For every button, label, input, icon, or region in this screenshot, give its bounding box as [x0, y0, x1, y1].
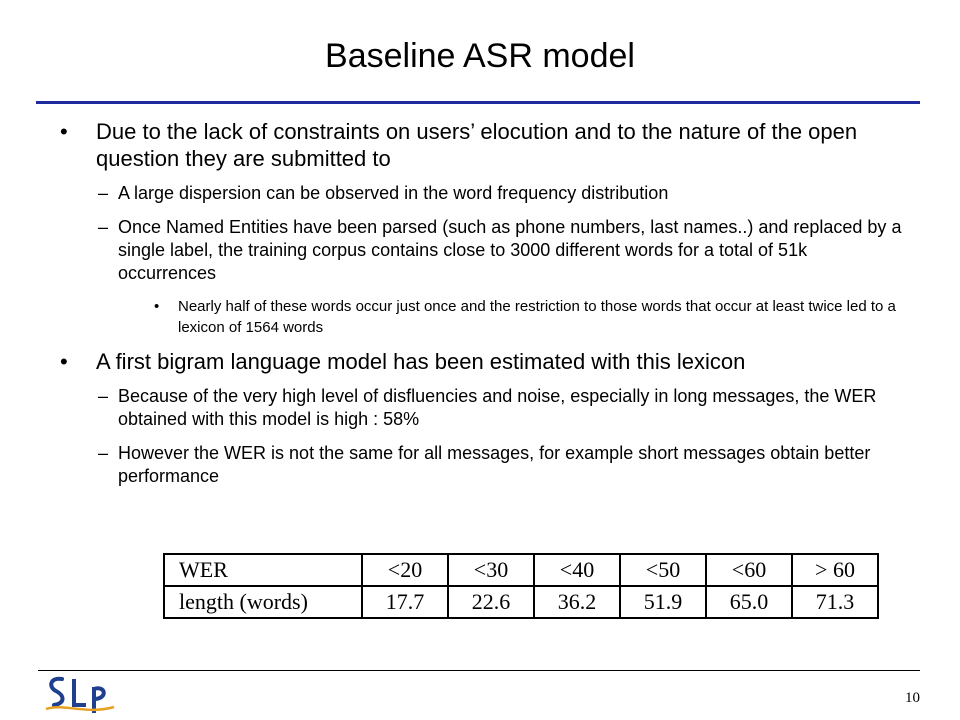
dash-marker: – — [98, 386, 109, 406]
page-number: 10 — [905, 690, 920, 706]
bullet-constraints — [60, 118, 902, 172]
table-cell: 17.7 — [362, 586, 448, 618]
table-cell: <20 — [362, 554, 448, 586]
table-cell: 51.9 — [620, 586, 706, 618]
table-cell: 65.0 — [706, 586, 792, 618]
slide-title: Baseline ASR model — [325, 37, 635, 75]
row-header-wer: WER — [164, 554, 362, 586]
bullet-bigram — [60, 348, 902, 375]
bullet-text: Due to the lack of constraints on users’ elocution and to the nature of the open question they are submitted to — [96, 119, 858, 171]
table-cell: 36.2 — [534, 586, 620, 618]
slide-body — [60, 118, 902, 499]
subbullet-wer-high — [98, 385, 902, 431]
subbullet-text: A large dispersion can be observed in the word frequency distribution — [118, 183, 669, 203]
bullet-marker: • — [60, 119, 68, 144]
footer-divider — [38, 670, 920, 671]
table-cell: <30 — [448, 554, 534, 586]
bullet-marker: • — [154, 298, 160, 315]
dash-marker: – — [98, 183, 109, 203]
slp-logo — [40, 673, 120, 717]
dash-marker: – — [98, 443, 109, 463]
row-header-length: length (words) — [164, 586, 362, 618]
subbullet-text: Because of the very high level of disfluencies and noise, especially in long messages, the WER obtained with this model is high : 58% — [118, 386, 877, 429]
title-divider — [36, 101, 920, 104]
table-cell: <60 — [706, 554, 792, 586]
table-row — [164, 554, 878, 586]
table-row — [164, 586, 878, 618]
bullet-marker: • — [60, 349, 68, 374]
subbullet-dispersion — [98, 182, 902, 205]
wer-length-table — [163, 553, 879, 619]
table-cell: 71.3 — [792, 586, 878, 618]
subsubbullet-text: Nearly half of these words occur just once and the restriction to those words that occur at least twice led to a lexicon of 1564 words — [178, 298, 896, 336]
table-cell: <50 — [620, 554, 706, 586]
table-cell: <40 — [534, 554, 620, 586]
subbullet-text: However the WER is not the same for all messages, for example short messages obtain better performance — [118, 443, 871, 486]
subbullet-named-entities — [98, 216, 902, 285]
dash-marker: – — [98, 217, 109, 237]
table-cell: > 60 — [792, 554, 878, 586]
subbullet-short-messages — [98, 442, 902, 488]
subbullet-text: Once Named Entities have been parsed (such as phone numbers, last names..) and replaced by a single label, the training corpus contains close to 3000 different words for a total of 51k occurrences — [118, 217, 902, 283]
subsubbullet-lexicon — [154, 296, 902, 338]
bullet-text: A first bigram language model has been estimated with this lexicon — [96, 349, 746, 374]
table-cell: 22.6 — [448, 586, 534, 618]
